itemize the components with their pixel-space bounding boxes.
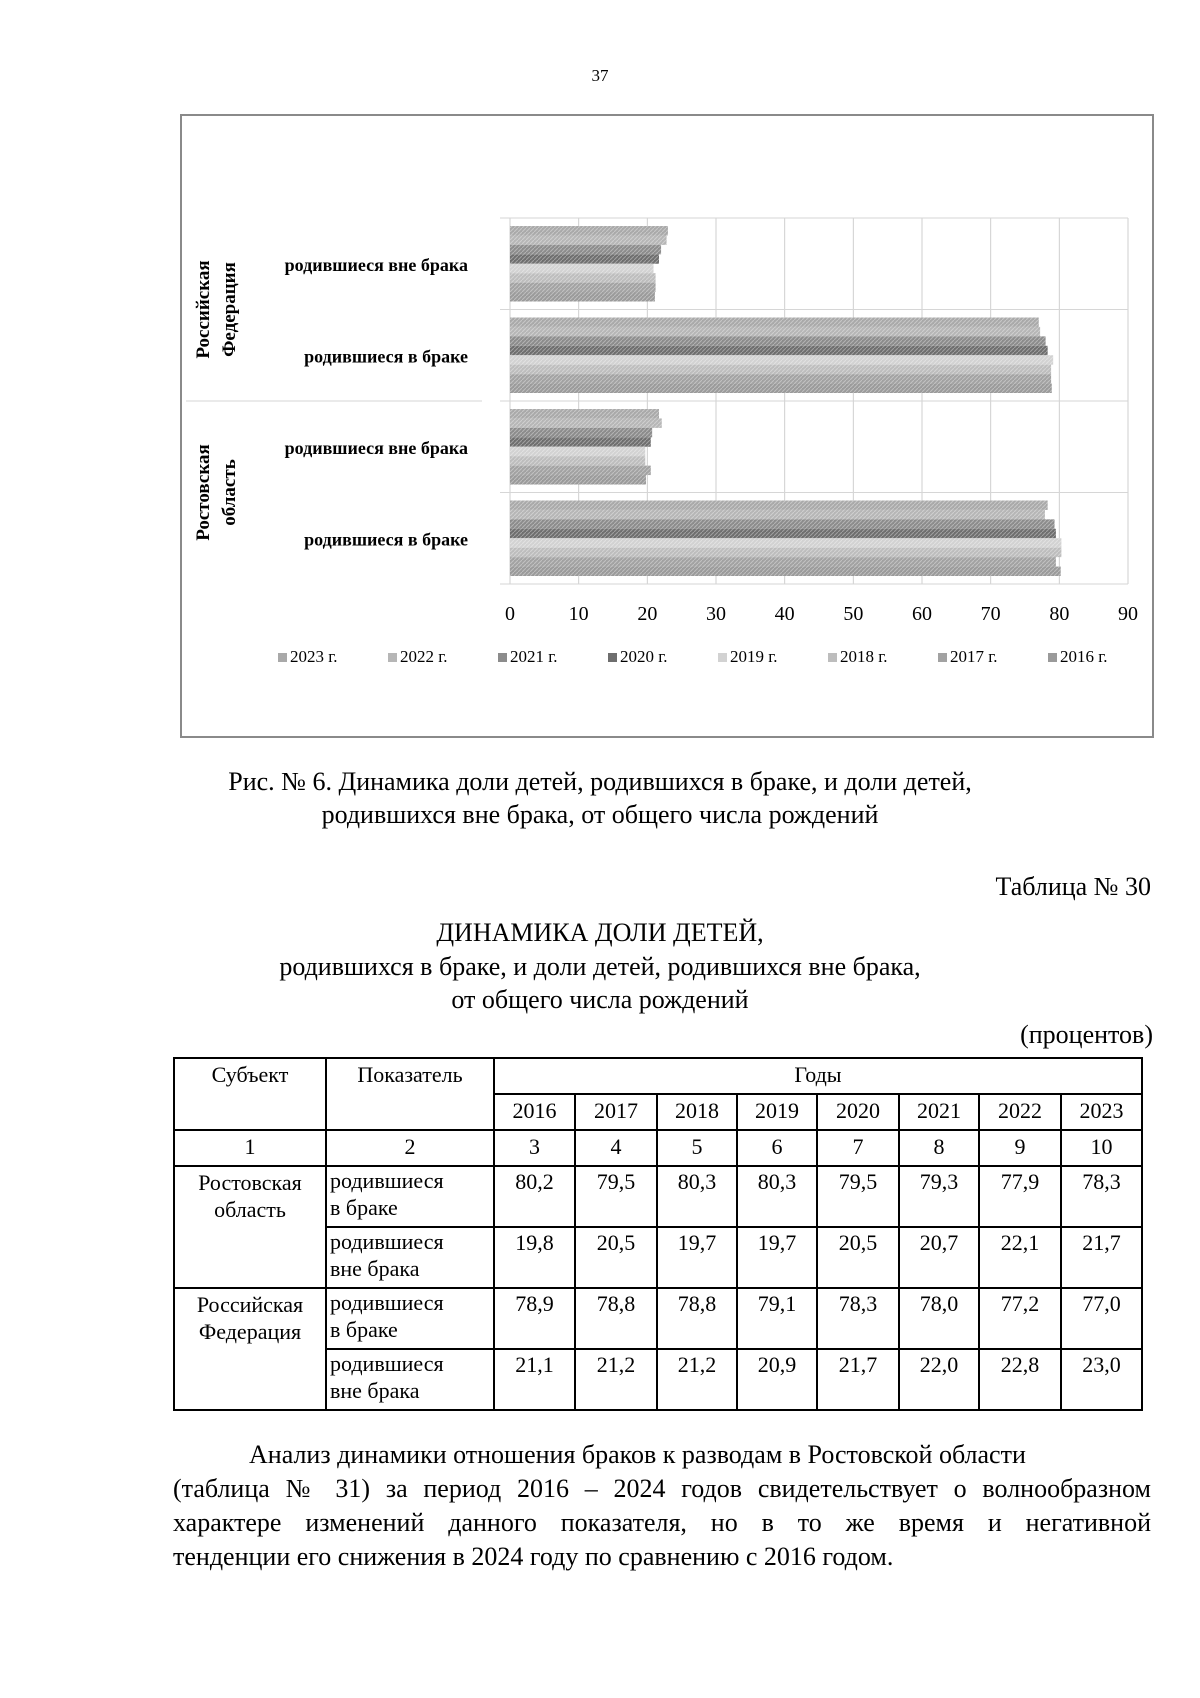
subject-line: область — [214, 1197, 286, 1222]
bar-texture — [510, 409, 659, 418]
value-cell: 21,2 — [575, 1349, 657, 1410]
bar-texture — [510, 283, 656, 292]
bar-texture — [510, 557, 1056, 566]
value-cell: 78,3 — [1061, 1166, 1142, 1227]
table-title-line2: родившихся в браке, и доли детей, родившихся вне брака, — [279, 952, 921, 981]
legend-swatch — [608, 653, 617, 662]
value-cell: 19,8 — [494, 1227, 575, 1288]
subject-line: Ростовская — [198, 1170, 302, 1195]
bar-texture — [510, 447, 645, 456]
value-cell: 20,9 — [737, 1349, 817, 1410]
category-label: родившиеся вне брака — [284, 254, 468, 275]
group-label: Ростовская — [192, 444, 214, 541]
year-header: 2017 — [575, 1094, 657, 1130]
bar-texture — [510, 510, 1045, 519]
legend-label: 2023 г. — [290, 647, 338, 666]
table-title-line1: ДИНАМИКА ДОЛИ ДЕТЕЙ, — [436, 918, 764, 947]
value-cell: 19,7 — [657, 1227, 737, 1288]
bar-texture — [510, 374, 1051, 383]
bar-texture — [510, 567, 1061, 576]
year-header: 2021 — [899, 1094, 979, 1130]
legend-label: 2019 г. — [730, 647, 778, 666]
subject-line: Российская — [196, 1292, 304, 1317]
value-cell: 21,2 — [657, 1349, 737, 1410]
table-row — [174, 1288, 1142, 1349]
indicator-cell — [326, 1227, 494, 1288]
data-table — [173, 1057, 1143, 1411]
bar-texture — [510, 355, 1053, 364]
subject-line: Федерация — [198, 1319, 302, 1344]
value-cell: 79,5 — [575, 1166, 657, 1227]
indicator-line: родившиеся — [330, 1229, 444, 1254]
bar-texture — [510, 475, 646, 484]
bar-texture — [510, 529, 1056, 538]
legend-label: 2016 г. — [1060, 647, 1108, 666]
value-cell: 19,7 — [737, 1227, 817, 1288]
year-header: 2022 — [979, 1094, 1061, 1130]
bar-texture — [510, 456, 645, 465]
indicator-line: родившиеся — [330, 1168, 444, 1193]
bar-chart — [182, 116, 1152, 736]
subject-cell — [174, 1288, 326, 1410]
year-header: 2018 — [657, 1094, 737, 1130]
category-label: родившиеся вне брака — [284, 437, 468, 458]
indicator-cell — [326, 1288, 494, 1349]
bar-texture — [510, 292, 655, 301]
value-cell: 78,0 — [899, 1288, 979, 1349]
legend-swatch — [498, 653, 507, 662]
x-tick-label: 60 — [912, 603, 932, 625]
indicator-line: вне брака — [330, 1256, 420, 1281]
bar-texture — [510, 235, 667, 244]
bar-texture — [510, 428, 652, 437]
x-tick-label: 0 — [505, 603, 515, 625]
value-cell: 79,3 — [899, 1166, 979, 1227]
legend-label: 2018 г. — [840, 647, 888, 666]
figure-caption-line1: Рис. № 6. Динамика доли детей, родившихся в браке, и доли детей, — [228, 767, 972, 796]
value-cell: 80,3 — [657, 1166, 737, 1227]
column-number-row — [174, 1130, 1142, 1166]
value-cell: 78,8 — [657, 1288, 737, 1349]
subject-cell — [174, 1166, 326, 1288]
year-header: 2016 — [494, 1094, 575, 1130]
bar-texture — [510, 245, 661, 254]
value-cell: 80,3 — [737, 1166, 817, 1227]
paragraph-line: характере изменений данного показателя, но в то же время и негативной — [173, 1508, 1151, 1537]
bar-texture — [510, 538, 1061, 547]
indicator-cell — [326, 1166, 494, 1227]
x-tick-label: 50 — [843, 603, 864, 625]
legend-label: 2022 г. — [400, 647, 448, 666]
bar-texture — [510, 418, 662, 427]
year-header: 2020 — [817, 1094, 899, 1130]
value-cell: 20,5 — [817, 1227, 899, 1288]
legend-swatch — [938, 653, 947, 662]
column-number: 10 — [1061, 1130, 1142, 1166]
header-subject: Субъект — [174, 1058, 326, 1130]
indicator-line: родившиеся — [330, 1290, 444, 1315]
indicator-line: в браке — [330, 1317, 398, 1342]
value-cell: 21,1 — [494, 1349, 575, 1410]
bar-texture — [510, 501, 1048, 510]
bar-texture — [510, 346, 1048, 355]
group-label: Российская — [192, 260, 214, 359]
bar-texture — [510, 318, 1039, 327]
value-cell: 77,2 — [979, 1288, 1061, 1349]
legend-swatch — [718, 653, 727, 662]
figure-caption-line2: родившихся вне брака, от общего числа рождений — [321, 800, 879, 829]
column-number: 5 — [657, 1130, 737, 1166]
value-cell: 78,9 — [494, 1288, 575, 1349]
x-tick-label: 70 — [980, 603, 1001, 625]
bar-texture — [510, 437, 651, 446]
group-label: область — [218, 459, 240, 526]
x-tick-label: 80 — [1049, 603, 1070, 625]
column-number: 3 — [494, 1130, 575, 1166]
bar-texture — [510, 466, 651, 475]
column-number: 2 — [326, 1130, 494, 1166]
value-cell: 77,9 — [979, 1166, 1061, 1227]
header-years: Годы — [494, 1058, 1142, 1094]
bar-texture — [510, 336, 1046, 345]
column-number: 1 — [174, 1130, 326, 1166]
table-row — [174, 1166, 1142, 1227]
value-cell: 20,5 — [575, 1227, 657, 1288]
category-label: родившиеся в браке — [304, 346, 468, 367]
header-indicator: Показатель — [326, 1058, 494, 1130]
x-tick-label: 30 — [706, 603, 726, 625]
year-header: 2019 — [737, 1094, 817, 1130]
value-cell: 78,8 — [575, 1288, 657, 1349]
paragraph-line: тенденции его снижения в 2024 году по сравнению с 2016 годом. — [173, 1542, 894, 1571]
legend-label: 2017 г. — [950, 647, 998, 666]
x-tick-label: 20 — [637, 603, 658, 625]
value-cell: 22,1 — [979, 1227, 1061, 1288]
legend-label: 2020 г. — [620, 647, 668, 666]
paragraph-line: Анализ динамики отношения браков к разводам в Ростовской области — [249, 1440, 1026, 1469]
indicator-line: вне брака — [330, 1378, 420, 1403]
bar-texture — [510, 365, 1051, 374]
page-number: 37 — [591, 66, 609, 85]
table-units: (процентов) — [1020, 1020, 1153, 1049]
category-label: родившиеся в браке — [304, 529, 468, 550]
bar-texture — [510, 548, 1061, 557]
value-cell: 80,2 — [494, 1166, 575, 1227]
bar-texture — [510, 264, 654, 273]
table-label: Таблица № 30 — [995, 872, 1151, 901]
x-tick-label: 90 — [1118, 603, 1138, 625]
bar-texture — [510, 327, 1040, 336]
indicator-line: родившиеся — [330, 1351, 444, 1376]
value-cell: 79,5 — [817, 1166, 899, 1227]
value-cell: 21,7 — [1061, 1227, 1142, 1288]
bar-texture — [510, 384, 1052, 393]
value-cell: 78,3 — [817, 1288, 899, 1349]
indicator-line: в браке — [330, 1195, 398, 1220]
year-header: 2023 — [1061, 1094, 1142, 1130]
value-cell: 77,0 — [1061, 1288, 1142, 1349]
column-number: 4 — [575, 1130, 657, 1166]
bar-texture — [510, 226, 668, 235]
bar-texture — [510, 519, 1055, 528]
table-title-line3: от общего числа рождений — [451, 985, 749, 1014]
bar-texture — [510, 254, 659, 263]
value-cell: 21,7 — [817, 1349, 899, 1410]
indicator-cell — [326, 1349, 494, 1410]
column-number: 7 — [817, 1130, 899, 1166]
x-tick-label: 10 — [568, 603, 589, 625]
legend-swatch — [278, 653, 287, 662]
legend-swatch — [1048, 653, 1057, 662]
column-number: 8 — [899, 1130, 979, 1166]
column-number: 6 — [737, 1130, 817, 1166]
column-number: 9 — [979, 1130, 1061, 1166]
group-label: Федерация — [218, 262, 240, 357]
value-cell: 79,1 — [737, 1288, 817, 1349]
legend-swatch — [828, 653, 837, 662]
value-cell: 20,7 — [899, 1227, 979, 1288]
chart-frame — [180, 114, 1154, 738]
value-cell: 23,0 — [1061, 1349, 1142, 1410]
value-cell: 22,8 — [979, 1349, 1061, 1410]
x-tick-label: 40 — [774, 603, 795, 625]
bar-texture — [510, 273, 656, 282]
paragraph-line: (таблица № 31) за период 2016 – 2024 годов свидетельствует о волнообразном — [173, 1474, 1151, 1503]
legend-swatch — [388, 653, 397, 662]
value-cell: 22,0 — [899, 1349, 979, 1410]
legend-label: 2021 г. — [510, 647, 558, 666]
